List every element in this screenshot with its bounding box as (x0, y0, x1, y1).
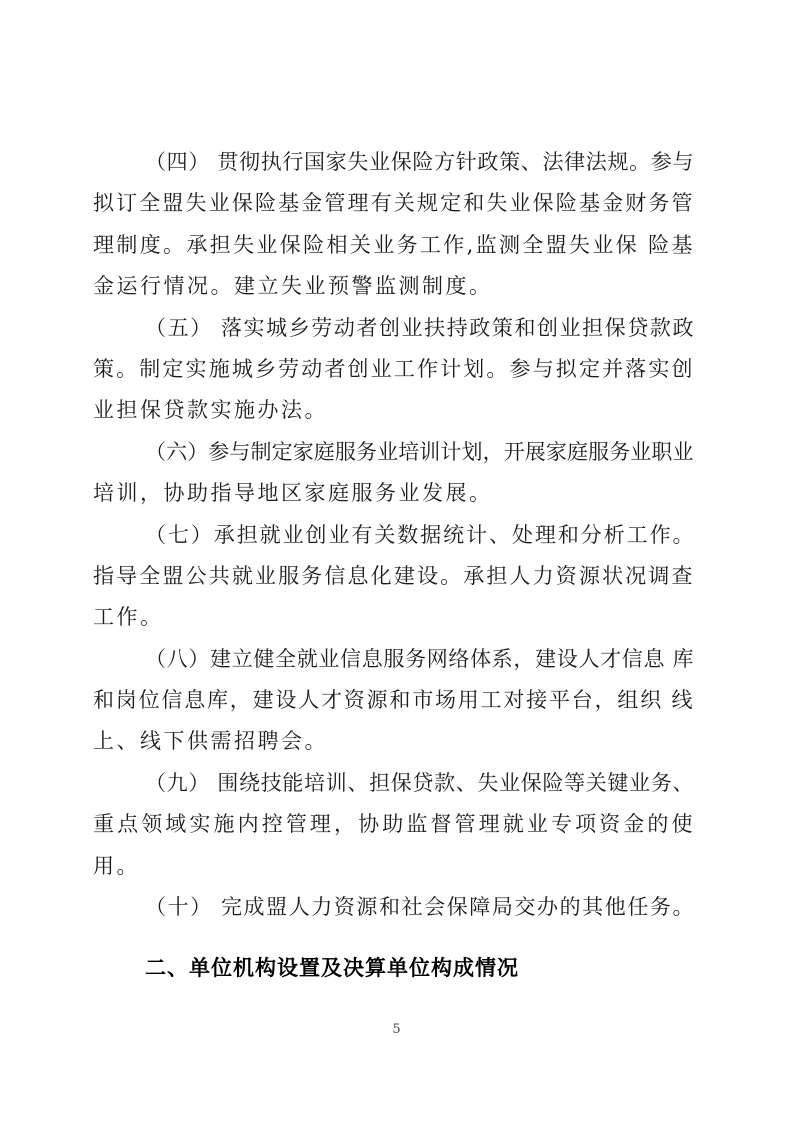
paragraph-item-9 (93, 763, 693, 887)
paragraph-item-8 (93, 639, 693, 763)
paragraph-item-7 (93, 515, 693, 639)
paragraph-line: 理制度。承担失业保险相关业务工作,监测全盟失业保 险基 (93, 232, 693, 257)
paragraph-first-line: （五） 落实城乡劳动者创业扶持政策和创业担保贷款政 (145, 315, 693, 340)
paragraph-first-line: （四） 贯彻执行国家失业保险方针政策、法律法规。参与 (145, 150, 693, 174)
paragraph-last-line: 上、线下供需招聘会。 (93, 729, 328, 754)
paragraph-last-line: 培训，协助指导地区家庭服务业发展。 (93, 481, 493, 506)
section-heading: 二、单位机构设置及决算单位构成情况 (145, 956, 519, 980)
paragraph-line: 拟订全盟失业保险基金管理有关规定和失业保险基金财务管 (93, 191, 693, 216)
paragraph-item-10 (93, 887, 693, 928)
paragraph-first-line: （九） 围绕技能培训、担保贷款、失业保险等关键业务、 (145, 770, 693, 795)
paragraph-line: 指导全盟公共就业服务信息化建设。承担人力资源状况调查 (93, 563, 693, 588)
paragraph-line: 策。制定实施城乡劳动者创业工作计划。参与拟定并落实创 (93, 356, 693, 381)
paragraph-item-4 (93, 142, 693, 308)
paragraph-first-line: （八）建立健全就业信息服务网络体系，建设人才信息 库 (145, 646, 693, 671)
paragraph-last-line: 金运行情况。建立失业预警监测制度。 (93, 274, 493, 299)
paragraph-first-line: （十） 完成盟人力资源和社会保障局交办的其他任务。 (145, 895, 693, 920)
paragraph-line: 和岗位信息库，建设人才资源和市场用工对接平台，组织 线 (93, 688, 693, 713)
document-body (93, 142, 693, 928)
paragraph-line: 重点领域实施内控管理，协助监督管理就业专项资金的使 (93, 812, 693, 837)
paragraph-first-line: （六）参与制定家庭服务业培训计划，开展家庭服务业职业 (145, 439, 693, 464)
paragraph-first-line: （七）承担就业创业有关数据统计、处理和分析工作。 (145, 522, 693, 547)
paragraph-last-line: 业担保贷款实施办法。 (93, 398, 328, 423)
paragraph-item-5 (93, 308, 693, 432)
page-number: 5 (392, 1022, 401, 1037)
paragraph-last-line: 工作。 (93, 605, 164, 630)
paragraph-last-line: 用。 (93, 853, 140, 878)
paragraph-item-6 (93, 432, 693, 515)
